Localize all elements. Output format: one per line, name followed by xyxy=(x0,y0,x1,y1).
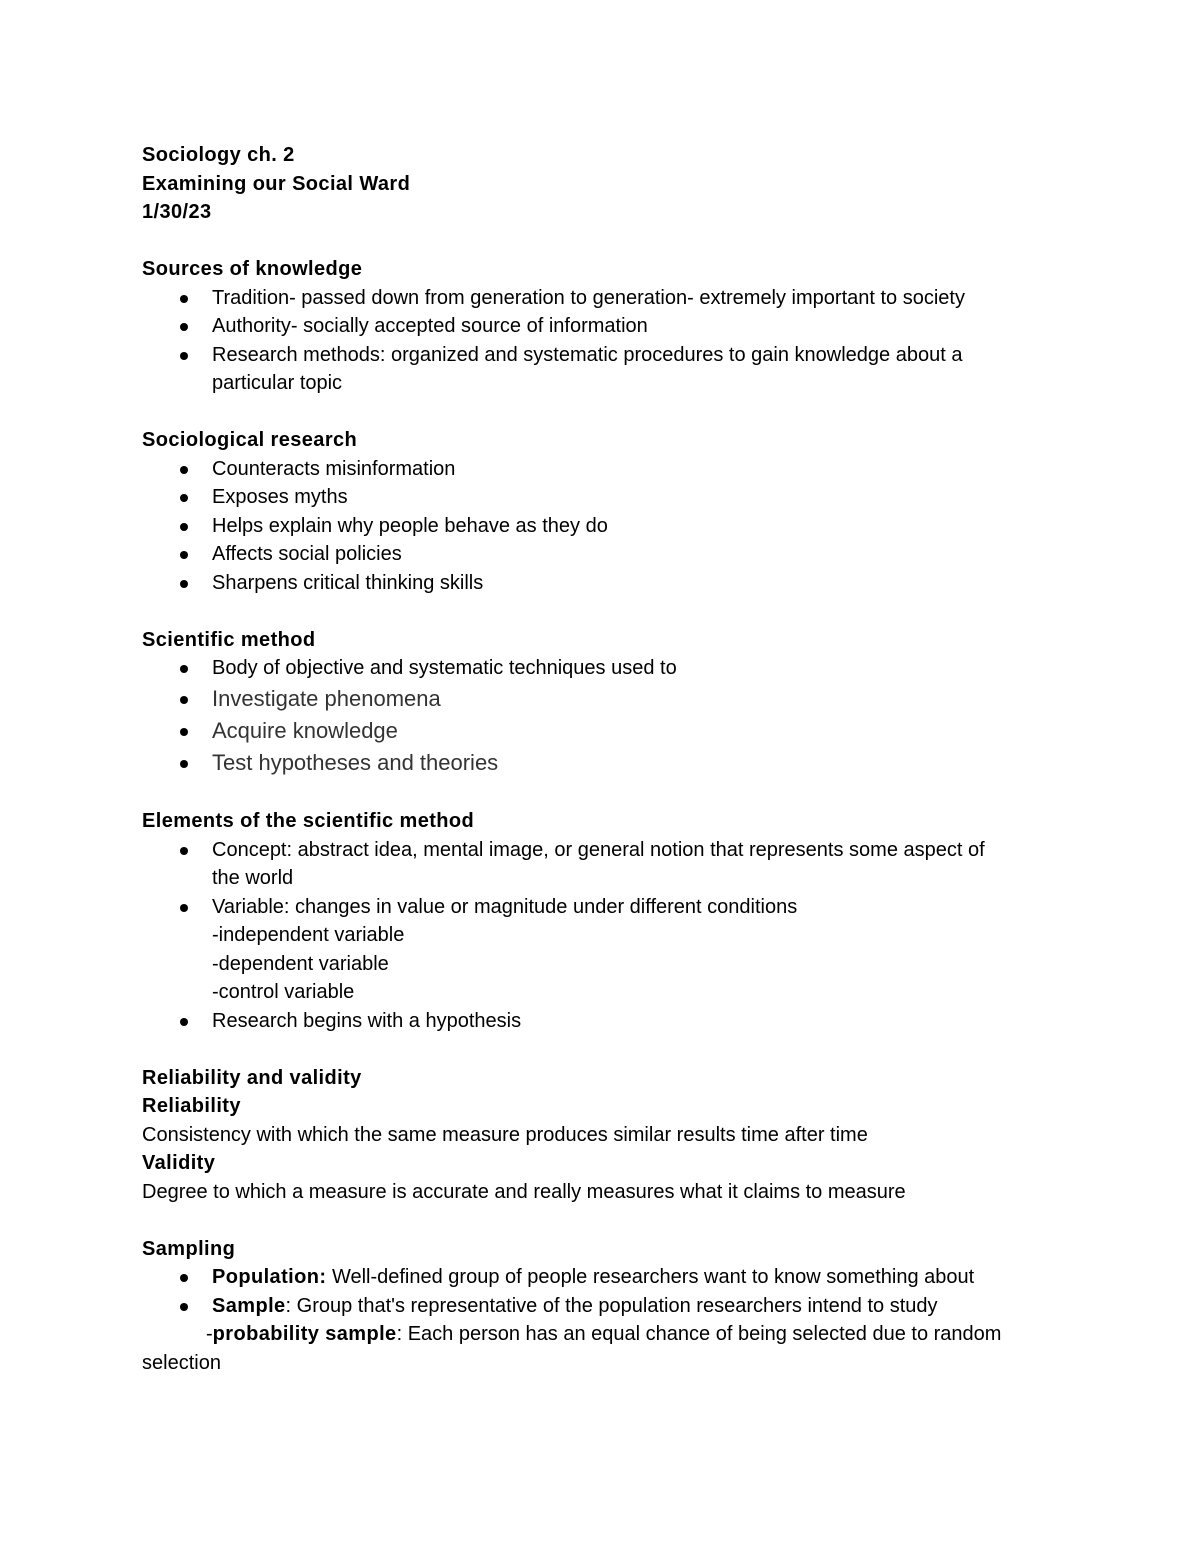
list-item: Body of objective and systematic techniques used to xyxy=(142,654,1082,683)
scientific-list xyxy=(142,654,1082,779)
list-item: Helps explain why people behave as they do xyxy=(142,512,1082,541)
list-item: Authority- socially accepted source of information xyxy=(142,312,1082,341)
bullet-icon xyxy=(180,1274,188,1282)
list-item: Sample: Group that's representative of the population researchers intend to study xyxy=(142,1292,1082,1321)
list-item: Sharpens critical thinking skills xyxy=(142,569,1082,598)
bullet-icon xyxy=(180,580,188,588)
list-item: Research begins with a hypothesis xyxy=(142,1007,1082,1036)
sampling-list xyxy=(142,1263,1082,1320)
document-body xyxy=(142,141,1082,1377)
section-heading-scientific: Scientific method xyxy=(142,628,316,651)
bullet-icon xyxy=(180,523,188,531)
bullet-icon xyxy=(180,904,188,912)
sub-item: -control variable xyxy=(212,981,355,1003)
bullet-icon xyxy=(180,551,188,559)
reliability-label: Reliability xyxy=(142,1095,241,1117)
list-item: Population: Well-defined group of people researchers want to know something about xyxy=(142,1263,1082,1292)
elements-list xyxy=(142,836,1082,1036)
bullet-icon xyxy=(180,760,188,768)
list-item-continuation: particular topic xyxy=(212,372,343,394)
document-title: Sociology ch. 2 xyxy=(142,144,295,166)
bullet-icon xyxy=(180,1303,188,1311)
document-date: 1/30/23 xyxy=(142,201,212,223)
bullet-icon xyxy=(180,352,188,360)
bullet-icon xyxy=(180,665,188,673)
research-list xyxy=(142,455,1082,598)
section-heading-reliability: Reliability and validity xyxy=(142,1066,362,1089)
bullet-icon xyxy=(180,494,188,502)
probability-sample-continuation: selection xyxy=(142,1351,221,1374)
bullet-icon xyxy=(180,1018,188,1026)
list-item: Affects social policies xyxy=(142,540,1082,569)
sources-list xyxy=(142,284,1082,398)
validity-label: Validity xyxy=(142,1152,216,1174)
list-item: Tradition- passed down from generation to generation- extremely important to society xyxy=(142,284,1082,313)
list-item: Acquire knowledge xyxy=(142,715,1082,747)
list-item: Concept: abstract idea, mental image, or general notion that represents some aspect of xyxy=(142,836,1082,865)
validity-text: Degree to which a measure is accurate and really measures what it claims to measure xyxy=(142,1180,906,1203)
bullet-icon xyxy=(180,696,188,704)
document-subtitle: Examining our Social Ward xyxy=(142,172,411,195)
list-item: Investigate phenomena xyxy=(142,683,1082,715)
bullet-icon xyxy=(180,323,188,331)
list-item: Variable: changes in value or magnitude under different conditions xyxy=(142,893,1082,922)
sub-item: -dependent variable xyxy=(212,952,389,975)
sub-item: -independent variable xyxy=(212,924,405,946)
section-heading-research: Sociological research xyxy=(142,429,358,451)
bullet-icon xyxy=(180,728,188,736)
bullet-icon xyxy=(180,466,188,474)
list-item-continuation: the world xyxy=(212,867,294,889)
list-item: Test hypotheses and theories xyxy=(142,747,1082,779)
bullet-icon xyxy=(180,847,188,855)
section-heading-sources: Sources of knowledge xyxy=(142,258,363,280)
section-heading-sampling: Sampling xyxy=(142,1237,236,1260)
list-item: Exposes myths xyxy=(142,483,1082,512)
section-heading-elements: Elements of the scientific method xyxy=(142,810,475,832)
list-item: Research methods: organized and systematic procedures to gain knowledge about a xyxy=(142,341,1082,370)
bullet-icon xyxy=(180,295,188,303)
probability-sample-line: -probability sample: Each person has an equal chance of being selected due to random xyxy=(206,1323,1002,1345)
list-item: Counteracts misinformation xyxy=(142,455,1082,484)
reliability-text: Consistency with which the same measure produces similar results time after time xyxy=(142,1123,868,1146)
